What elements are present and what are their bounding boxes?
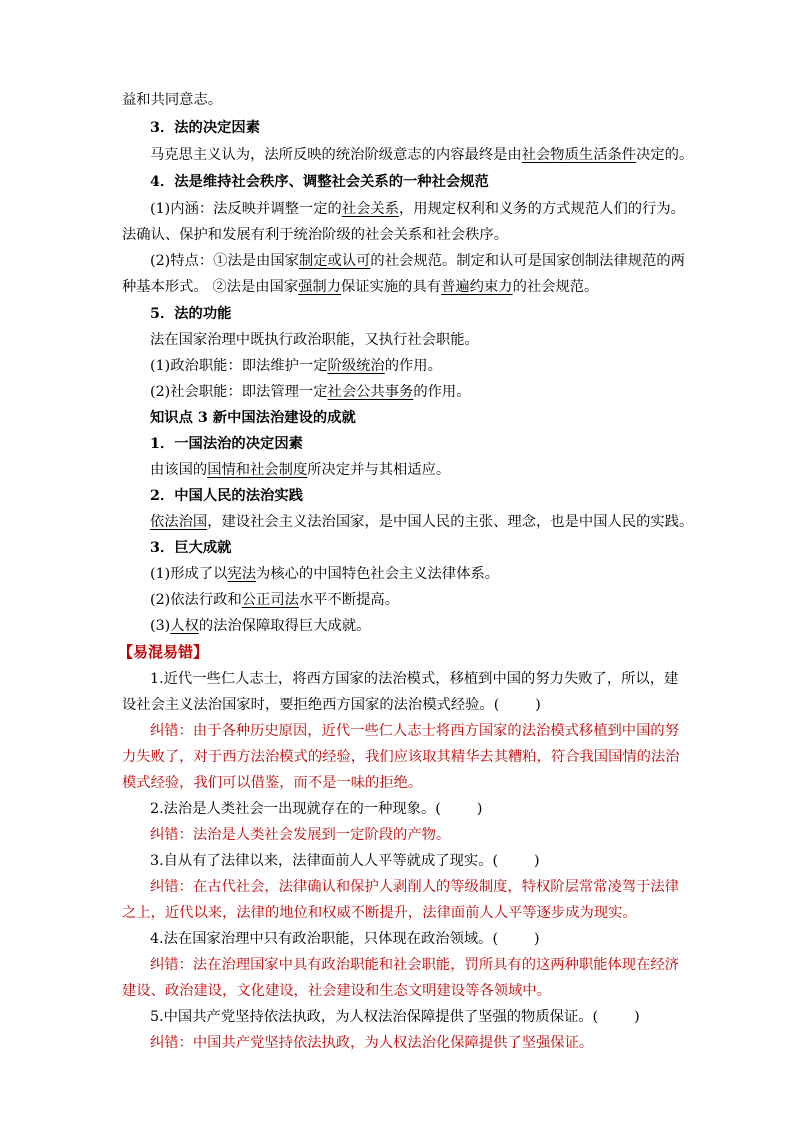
text: ，建设社会主义法治国家，是中国人民的主张、理念，也是中国人民的实践。	[207, 514, 694, 530]
text: (2)特点：①法是由国家	[150, 253, 299, 269]
correction-text: 法治是人类社会发展到一定阶段的产物。	[192, 827, 451, 843]
text: 的社会规范。	[512, 279, 599, 295]
text: 由该国的	[150, 462, 208, 478]
underlined-keyword: 依法治国	[150, 514, 208, 530]
section-heading: 4．法是维持社会秩序、调整社会关系的一种社会规范	[150, 174, 489, 190]
correction	[150, 721, 679, 741]
correction-continuation: 力失败了，对于西方法治模式的经验，我们应该取其精华去其糟粕，符合我国国情的法治	[122, 749, 680, 765]
correction	[150, 825, 450, 845]
paragraph-continuation	[122, 277, 598, 297]
correction-text: 法在治理国家中具有政治职能和社会职能，罚所具有的这两种职能体现在经济	[192, 957, 679, 973]
text: )	[634, 1009, 640, 1025]
correction-text: 由于各种历史原因，近代一些仁人志士将西方国家的法治模式移植到中国的努	[192, 723, 679, 739]
underlined-keyword: 公正司法	[241, 592, 299, 608]
correction	[150, 1033, 593, 1053]
text: 3.自从有了法律以来，法律面前人人平等就成了现实。(	[150, 853, 499, 869]
correction-label: 纠错：	[150, 879, 193, 895]
section-heading: 3．法的决定因素	[150, 120, 261, 136]
underlined-keyword: 人权	[170, 618, 199, 634]
paragraph: 法在国家治理中既执行政治职能，又执行社会职能。	[150, 332, 479, 348]
question	[150, 799, 482, 819]
text: (2)社会职能：即法管理一定	[150, 384, 328, 400]
paragraph	[150, 199, 685, 219]
correction-text: 中国共产党坚持依法执政，为人权法治化保障提供了坚强保证。	[192, 1035, 594, 1051]
text: (1)内涵：法反映并调整一定的	[150, 201, 342, 217]
question-continuation	[122, 695, 541, 715]
text: )	[535, 697, 541, 713]
text: (1)政治职能：即法维护一定	[150, 358, 328, 374]
underlined-keyword: 普遍约束力	[441, 279, 513, 295]
section-heading: 1．一国法治的决定因素	[150, 436, 303, 452]
underlined-keyword: 社会公共事务	[327, 384, 414, 400]
paragraph	[150, 616, 370, 636]
correction-label: 纠错：	[150, 827, 193, 843]
text: 保证实施的具有	[341, 279, 442, 295]
text: )	[476, 801, 483, 817]
text: 水平不断提高。	[298, 592, 400, 608]
underlined-keyword: 阶级统治	[327, 358, 385, 374]
text: 益和共同意志。	[122, 92, 223, 108]
correction	[150, 877, 679, 897]
correction	[150, 955, 679, 975]
question: 1.近代一些仁人志士，将西方国家的法治模式，移植到中国的努力失败了，所以，建	[150, 671, 679, 687]
text: (3)	[150, 618, 171, 634]
paragraph-continuation: 法确认、保护和发展有利于统治阶级的社会关系和社会秩序。	[122, 227, 509, 243]
section-heading: 3．巨大成就	[150, 540, 232, 556]
knowledge-point-title: 知识点 3 新中国法治建设的成就	[150, 410, 356, 426]
paragraph	[150, 382, 471, 402]
text: (2)依法行政和	[150, 592, 242, 608]
underlined-keyword: 社会关系	[341, 201, 400, 217]
correction-label: 纠错：	[150, 1035, 193, 1051]
text: 的社会规范。制定和认可是国家创制法律规范的两	[370, 253, 685, 269]
text: 4.法在国家治理中只有政治职能，只体现在政治领域。(	[150, 931, 499, 947]
underlined-keyword: 国情和社会制度	[207, 462, 308, 478]
underlined-keyword: 制定或认可	[298, 253, 371, 269]
text: )	[534, 931, 540, 947]
text: )	[534, 853, 540, 869]
question	[150, 1007, 640, 1027]
text: 的作用。	[413, 384, 471, 400]
correction-text: 在古代社会，法律确认和保护人剥削人的等级制度，特权阶层常常凌驾于法律	[192, 879, 679, 895]
paragraph-tail	[122, 90, 222, 110]
underlined-keyword: 社会物质生活条件	[521, 147, 637, 163]
text: 设社会主义法治国家时，要拒绝西方国家的法治模式经验。(	[122, 697, 500, 713]
correction-continuation: 建设、政治建设，文化建设，社会建设和生态文明建设等各领域中。	[122, 983, 551, 999]
mistakes-heading: 【易混易错】	[118, 643, 209, 661]
paragraph	[150, 251, 685, 271]
paragraph	[150, 512, 693, 532]
underlined-keyword: 强制力	[298, 279, 341, 295]
text: 马克思主义认为，法所反映的统治阶级意志的内容最终是由	[150, 147, 522, 163]
text: 2.法治是人类社会一出现就存在的一种现象。(	[150, 801, 441, 817]
text: ，用规定权利和义务的方式规范人们的行为。	[399, 201, 685, 217]
paragraph	[150, 356, 442, 376]
correction-label: 纠错：	[150, 957, 193, 973]
text: 种基本形式。 ②法是由国家	[122, 279, 299, 295]
paragraph	[150, 460, 450, 480]
correction-continuation: 之上，近代以来，法律的地位和权威不断提升，法律面前人人平等逐步成为现实。	[122, 905, 637, 921]
text: 5.中国共产党坚持依法执政，为人权法治保障提供了坚强的物质保证。(	[150, 1009, 599, 1025]
correction-continuation: 模式经验，我们可以借鉴，而不是一味的拒绝。	[122, 775, 423, 791]
text: (1)形成了以	[150, 566, 228, 582]
paragraph	[150, 564, 499, 584]
correction-label: 纠错：	[150, 723, 193, 739]
question	[150, 851, 540, 871]
underlined-keyword: 宪法	[227, 566, 257, 582]
text: 为核心的中国特色社会主义法律体系。	[256, 566, 500, 582]
section-heading: 5．法的功能	[150, 306, 232, 322]
paragraph	[150, 590, 399, 610]
text: 的作用。	[384, 358, 442, 374]
section-heading: 2．中国人民的法治实践	[150, 488, 303, 504]
text: 决定的。	[636, 147, 694, 163]
text: 的法治保障取得巨大成就。	[198, 618, 371, 634]
text: 所决定并与其相适应。	[307, 462, 451, 478]
question	[150, 929, 540, 949]
paragraph	[150, 145, 693, 165]
